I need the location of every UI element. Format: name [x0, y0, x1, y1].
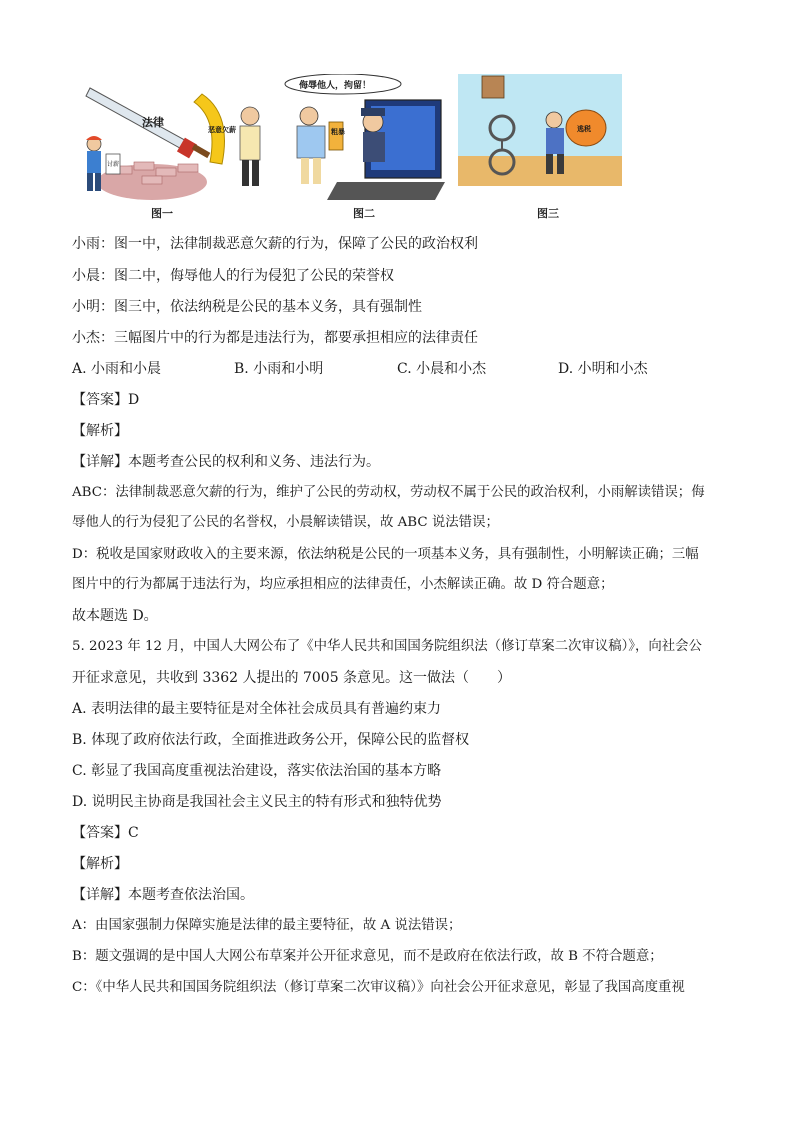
q5-c-line: C：《中华人民共和国国务院组织法（修订草案二次审议稿）》向社会公开征求意见，彰显了我国高度重视	[72, 980, 685, 995]
q4-d-line-1: D：税收是国家财政收入的主要来源，依法纳税是公民的一项基本义务，具有强制性，小明解读正确；三幅	[72, 547, 699, 562]
q5-analysis-heading: 【解析】	[72, 856, 128, 872]
figure-two	[277, 74, 449, 204]
figure-three-label-evade: 逃税	[577, 125, 591, 133]
q5-answer: 【答案】C	[72, 825, 139, 841]
q5-b-line: B：题文强调的是中国人大网公布草案并公开征求意见，而不是政府在依法行政，故 B 不符合题意；	[72, 949, 663, 964]
q5-stem-line-1: 5. 2023 年 12 月，中国人大网公布了《中华人民共和国国务院组织法（修订草案二次审议稿）》，向社会公	[72, 639, 702, 654]
q4-d-line-2: 图片中的行为都属于违法行为，均应承担相应的法律责任，小杰解读正确。故 D 符合题意；	[72, 577, 614, 592]
q5-option-b: B. 体现了政府依法行政，全面推进政务公开，保障公民的监督权	[72, 732, 470, 748]
figure-two-caption: 图二	[353, 207, 375, 220]
q4-option-b: B. 小雨和小明	[234, 361, 324, 377]
q5-detail-heading: 【详解】本题考查依法治国。	[72, 887, 254, 903]
q4-option-d: D. 小明和小杰	[558, 361, 648, 377]
q4-option-c: C. 小晨和小杰	[397, 361, 487, 377]
q5-option-d: D. 说明民主协商是我国社会主义民主的特有形式和独特优势	[72, 794, 442, 810]
figure-one-label-wage: 恶意欠薪	[208, 126, 236, 134]
statement-xiaoyu: 小雨：图一中，法律制裁恶意欠薪的行为，保障了公民的政治权利	[72, 236, 478, 252]
q4-detail-heading: 【详解】本题考查公民的权利和义务、违法行为。	[72, 454, 380, 470]
figure-one-label-law: 法律	[142, 116, 164, 129]
statement-xiaochen: 小晨：图二中，侮辱他人的行为侵犯了公民的荣誉权	[72, 268, 394, 284]
q5-stem-line-2: 开征求意见，共收到 3362 人提出的 7005 条意见。这一做法（ ）	[72, 670, 512, 686]
q5-a-line: A：由国家强制力保障实施是法律的最主要特征，故 A 说法错误；	[72, 918, 462, 933]
figure-three-caption: 图三	[537, 207, 559, 220]
q4-analysis-heading: 【解析】	[72, 423, 128, 439]
q5-option-a: A. 表明法律的最主要特征是对全体社会成员具有普遍约束力	[72, 701, 442, 717]
figure-three-illustration	[458, 74, 622, 204]
figure-one-illustration	[72, 74, 272, 204]
q4-abc-line-1: ABC：法律制裁恶意欠薪的行为，维护了公民的劳动权，劳动权不属于公民的政治权利，小雨解读错误；侮	[72, 485, 705, 500]
q5-option-c: C. 彰显了我国高度重视法治建设，落实依法治国的基本方略	[72, 763, 442, 779]
statement-xiaojie: 小杰：三幅图片中的行为都是违法行为，都要承担相应的法律责任	[72, 330, 478, 346]
figure-one	[72, 74, 272, 204]
figure-three	[458, 74, 622, 204]
figure-two-illustration	[277, 74, 449, 204]
figure-two-bubble-text: 侮辱他人，拘留！	[299, 81, 372, 91]
q4-answer: 【答案】D	[72, 392, 140, 408]
q4-abc-line-2: 辱他人的行为侵犯了公民的名誉权，小晨解读错误，故 ABC 说法错误；	[72, 515, 499, 530]
q4-final: 故本题选 D。	[72, 608, 158, 624]
figure-two-label-rude: 粗暴	[331, 128, 345, 136]
figure-one-label-claim: 讨薪	[107, 161, 120, 168]
q4-option-a: A. 小雨和小晨	[72, 361, 162, 377]
statement-xiaoming: 小明：图三中，依法纳税是公民的基本义务，具有强制性	[72, 299, 422, 315]
figure-row	[72, 74, 632, 224]
figure-one-caption: 图一	[151, 207, 173, 220]
